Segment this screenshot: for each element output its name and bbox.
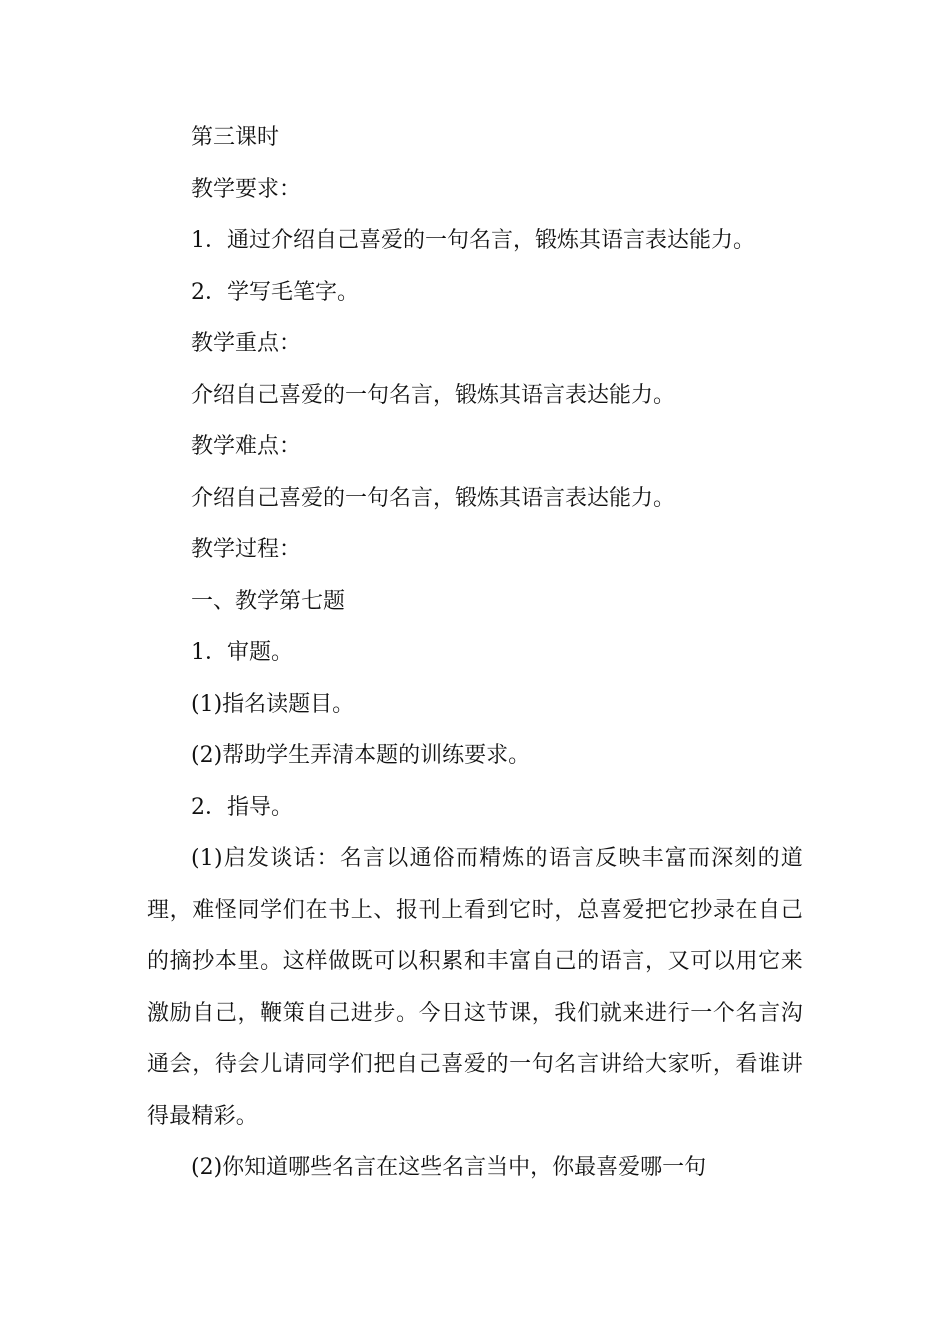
process-step-heading: 一、教学第七题 [191,588,346,614]
document-body [147,112,803,1194]
requirement-item: 2．学写毛笔字。 [191,279,359,305]
guidance-question: (2)你知道哪些名言在这些名言当中，你最喜爱哪一句 [191,1155,707,1180]
process-substep-item: (2)帮助学生弄清本题的训练要求。 [191,743,531,768]
process-substep: 1．审题。 [191,640,293,665]
process-substep: 2．指导。 [191,794,293,820]
lesson-title: 第三课时 [191,125,280,150]
process-substep-item: (1)指名读题目。 [191,691,355,717]
difficulty-text: 介绍自己喜爱的一句名言，锻炼其语言表达能力。 [191,485,676,511]
section-heading-process: 教学过程： [191,537,302,562]
key-point-text: 介绍自己喜爱的一句名言，锻炼其语言表达能力。 [191,382,676,408]
guidance-paragraph: (1)启发谈话：名言以通俗而精炼的语言反映丰富而深刻的道理，难怪同学们在书上、报刊上看到它时，总喜爱把它抄录在自己的摘抄本里。这样做既可以积累和丰富自己的语言，又可以用它来激励自己，鞭策自己进步。今日这节课，我们就来进行一个名言沟通会，待会儿请同学们把自己喜爱的一句名言讲给大家听，看谁讲得最精彩。 [147,846,803,1129]
section-heading-difficulties: 教学难点： [191,434,302,459]
section-heading-requirements: 教学要求： [191,176,302,202]
requirement-item: 1．通过介绍自己喜爱的一句名言，锻炼其语言表达能力。 [191,228,755,253]
section-heading-key-points: 教学重点： [191,331,302,356]
